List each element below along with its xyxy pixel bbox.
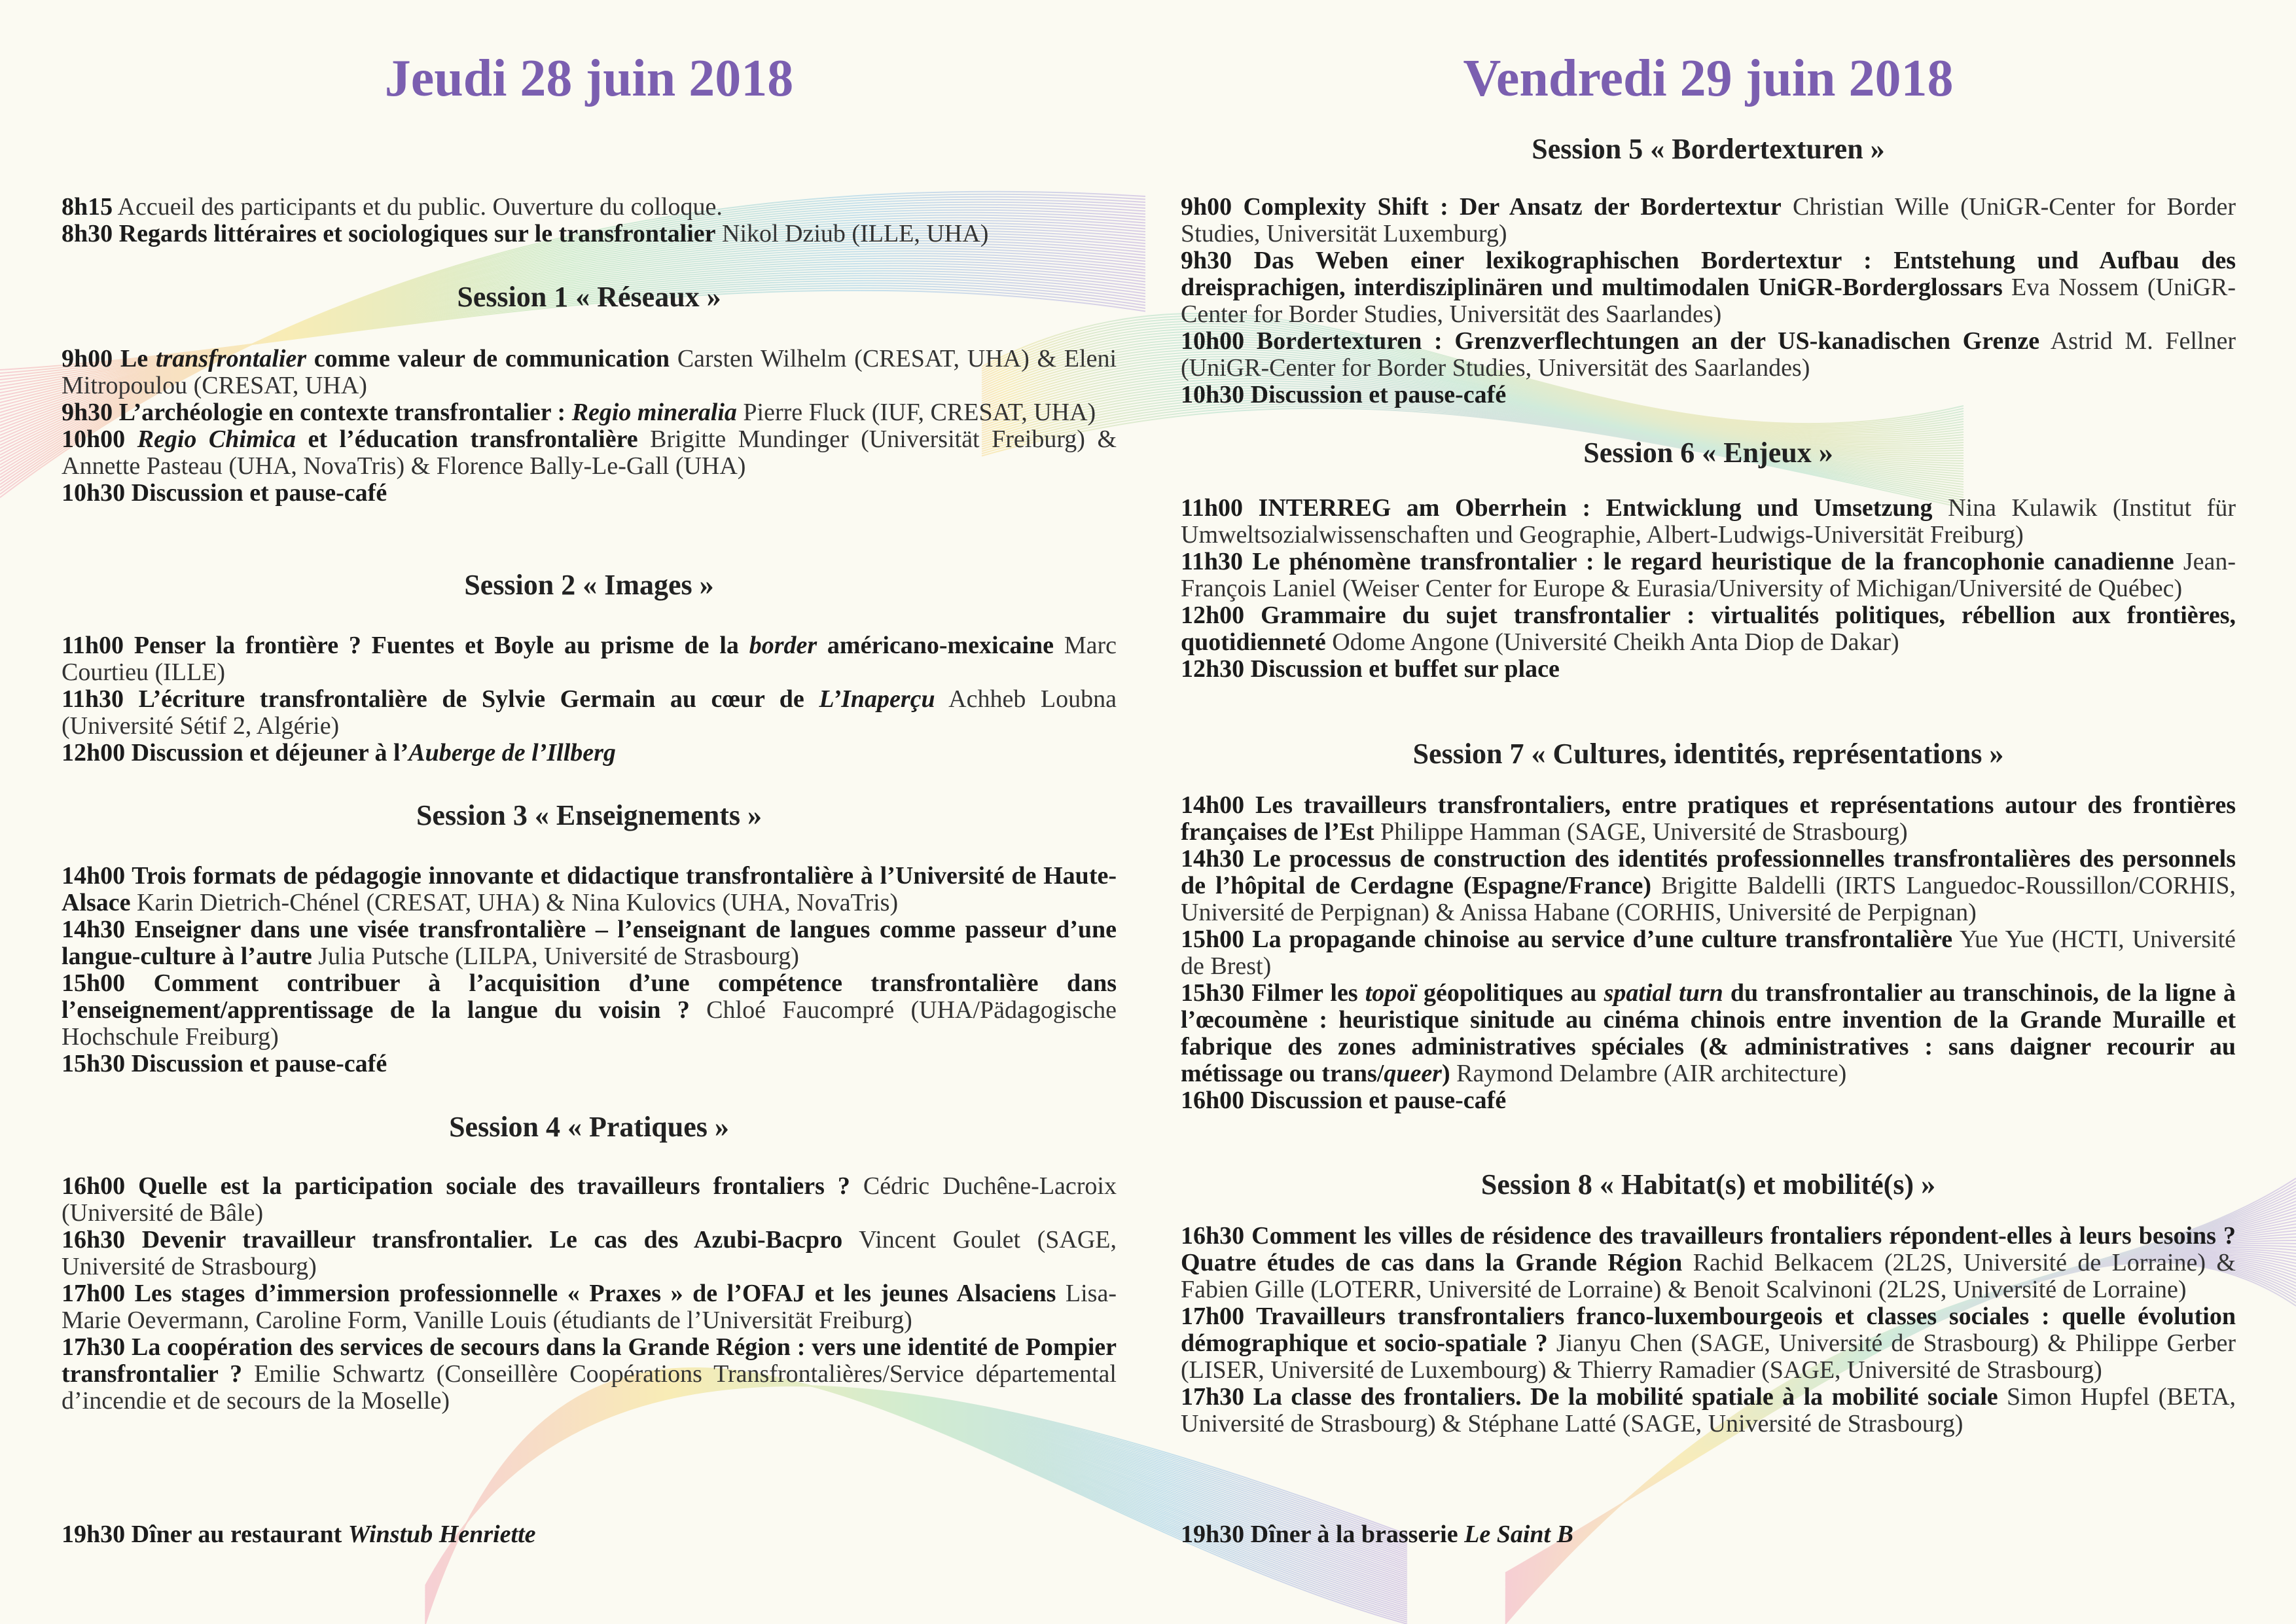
session-8-entries [1181,1223,2236,1437]
entry-title: Discussion et pause-café [125,1050,387,1077]
entry-title: Discussion et pause-café [1244,381,1507,408]
entry-title-italic: transfrontalier [155,345,307,372]
entry-time: 16h00 [1181,1087,1245,1114]
program-entry [1181,382,2236,408]
program-entry [62,194,1117,221]
session-2 [62,569,1117,601]
session-title: Session 3 « Enseignements » [416,799,762,831]
session-7 [1181,738,2236,770]
entry-title: Devenir travailleur transfrontalier. Le cas des Azubi-Bacpro [125,1226,843,1254]
program-entry [62,1334,1117,1415]
entry-details: Philippe Hamman (SAGE, Université de Strasbourg) [1374,818,1908,846]
entry-title: Les stages d’immersion professionnelle « Praxes » de l’OFAJ et les jeunes Alsaciens [125,1280,1056,1307]
entry-time: 11h30 [62,685,124,713]
session-3 [62,800,1117,831]
entry-details: Jianyu Chen (SAGE, Université de Strasbourg) & Philippe Gerber (LISER, Université de Luxembourg) & Thierry Ramadier (SAGE, Université de Strasbourg) [1181,1329,2236,1384]
entry-title: Bordertexturen : Grenzverflechtungen an der US-kanadischen Grenze [1244,327,2040,355]
entry-title: Trois formats de pédagogie innovante et didactique transfrontalière à l’Université de Haute-Alsace [62,862,1117,916]
entry-details: Cédric Duchêne-Lacroix (Université de Bâle) [62,1172,1117,1227]
session-3-entries [62,863,1117,1077]
session-title: Session 4 « Pratiques » [449,1111,729,1143]
session-6 [1181,437,2236,469]
entry-time: 12h00 [1181,602,1245,629]
entry-time: 9h00 [1181,193,1232,221]
entry-time: 10h30 [62,479,126,507]
entry-details: Odome Angone (Université Cheikh Anta Diop de Dakar) [1325,628,1899,656]
program-entry [62,863,1117,916]
entry-details: Pierre Fluck (IUF, CRESAT, UHA) [736,399,1096,426]
entry-time: 14h00 [62,862,126,890]
session-title: Session 6 « Enjeux » [1583,437,1833,469]
entry-time: 11h00 [1181,494,1244,522]
entry-details: Emilie Schwartz (Conseillère Coopérations Transfrontalières/Service départemental d’incendie et de secours de la Moselle) [62,1360,1117,1415]
entry-details: Accueil des participants et du public. Ouverture du colloque. [113,193,723,221]
program-entry [62,740,1117,767]
entry-time: 8h30 [62,220,113,247]
entry-time: 12h00 [62,739,126,767]
program-entry [62,1227,1117,1280]
entry-details: Chloé Faucompré (UHA/Pädagogische Hochschule Freiburg) [62,996,1117,1051]
program-entry [1181,495,2236,549]
entry-title: Dîner au restaurant [125,1521,348,1548]
entry-title-italic: Le Saint B [1464,1521,1573,1548]
entry-title: Quelle est la participation sociale des travailleurs frontaliers ? [125,1172,850,1200]
session-5 [1181,134,2236,165]
program-entry [62,426,1117,480]
entry-title: Le [113,345,156,372]
program-entry [1181,328,2236,382]
session-5-entries [1181,194,2236,408]
entry-title-italic: Regio Chimica [137,425,296,453]
program-entry [1181,194,2236,247]
entry-title: Travailleurs transfrontaliers franco-luxembourgeois et classes sociales : quelle évolution démographique et socio-spatiale ? [1181,1303,2236,1357]
entry-time: 19h30 [62,1521,126,1548]
entry-title-italic: spatial turn [1604,979,1723,1007]
entry-details: Yue Yue (HCTI, Université de Brest) [1181,926,2236,980]
entry-time: 19h30 [1181,1521,1245,1548]
entry-details: Nina Kulawik (Institut für Umweltsozialwissenschaften und Geographie, Albert-Ludwigs-Universität Freiburg) [1181,494,2236,549]
session-2-entries [62,632,1117,767]
entry-title: Penser la frontière ? Fuentes et Boyle au prisme de la [124,632,749,659]
entry-time: 8h15 [62,193,113,221]
entry-time: 15h00 [62,969,126,997]
entry-time: 15h00 [1181,926,1245,953]
program-entry [62,686,1117,740]
program-entry [62,970,1117,1051]
entry-details: Simon Hupfel (BETA, Université de Strasbourg) & Stéphane Latté (SAGE, Université de Strasbourg) [1181,1383,2236,1437]
entry-title-italic: Winstub Henriette [348,1521,536,1548]
program-entry [1181,926,2236,980]
entry-time: 10h00 [1181,327,1245,355]
entry-title: L’archéologie en contexte transfrontalier : [113,399,572,426]
entry-time: 11h30 [1181,548,1244,575]
entry-title: ) [1441,1060,1450,1087]
entry-details: Christian Wille (UniGR-Center for Border Studies, Universität Luxemburg) [1181,193,2236,247]
session-title: Session 7 « Cultures, identités, représentations » [1412,738,2004,770]
session-title: Session 1 « Réseaux » [457,281,721,313]
entry-time: 17h00 [1181,1303,1245,1330]
entry-title: Complexity Shift : Der Ansatz der Bordertextur [1232,193,1782,221]
entry-title: Discussion et pause-café [1244,1087,1507,1114]
entry-time: 16h30 [1181,1222,1245,1250]
entry-title: Comment les villes de résidence des travailleurs frontaliers répondent-elles à leurs besoins ? Quatre études de cas dans la Grande Région [1181,1222,2236,1276]
entry-details: Nikol Dziub (ILLE, UHA) [715,220,989,247]
entry-title-italic: queer [1384,1060,1442,1087]
entry-title: comme valeur de communication [306,345,670,372]
session-title: Session 2 « Images » [464,569,714,601]
program-entry [1181,1223,2236,1303]
entry-details: Eva Nossem (UniGR-Center for Border Studies, Universität des Saarlandes) [1181,274,2236,328]
entry-time: 15h30 [1181,979,1245,1007]
session-6-entries [1181,495,2236,683]
program-entry [1181,602,2236,656]
entry-title: Dîner à la brasserie [1244,1521,1465,1548]
program-entry [62,916,1117,970]
entry-time: 9h00 [62,345,113,372]
entry-details: Rachid Belkacem (2L2S, Université de Lorraine) & Fabien Gille (LOTERR, Université de Lorraine) & Benoit Scalvinoni (2L2S, Université de Lorraine) [1181,1249,2236,1303]
program-entry [1181,549,2236,602]
entry-title: Le phénomène transfrontalier : le regard heuristique de la francophonie canadienne [1243,548,2174,575]
entry-title: et l’éducation transfrontalière [295,425,638,453]
program-entry [1181,846,2236,926]
entry-details: Carsten Wilhelm (CRESAT, UHA) & Eleni Mitropoulou (CRESAT, UHA) [62,345,1117,399]
entry-title: Discussion et pause-café [125,479,387,507]
entry-title: Regards littéraires et sociologiques sur le transfrontalier [113,220,716,247]
program-entry [62,346,1117,399]
session-8 [1181,1169,2236,1200]
entry-details: Brigitte Baldelli (IRTS Languedoc-Roussillon/CORHIS, Université de Perpignan) & Anissa Habane (CORHIS, Université de Perpignan) [1181,872,2236,926]
dinner-friday [1181,1521,2236,1548]
entry-details: Karin Dietrich-Chénel (CRESAT, UHA) & Nina Kulovics (UHA, NovaTris) [130,889,899,916]
entry-title: Discussion et déjeuner à l’ [125,739,409,767]
entry-title: La coopération des services de secours dans la Grande Région : vers une identité de Pompier transfrontalier ? [62,1333,1117,1388]
entry-title: La propagande chinoise au service d’une culture transfrontalière [1244,926,1953,953]
dinner-thursday [62,1521,1117,1548]
session-title: Session 8 « Habitat(s) et mobilité(s) » [1480,1168,1936,1200]
entry-title: Comment contribuer à l’acquisition d’une compétence transfrontalière dans l’enseignement/apprentissage de la langue du voisin ? [62,969,1117,1024]
program-entry [1181,1384,2236,1437]
program-entry [1181,247,2236,328]
program-entry [62,1521,1117,1548]
program-entry [62,221,1117,247]
entry-time: 12h30 [1181,655,1245,683]
program-entry [1181,792,2236,846]
entry-title-italic: Auberge de l’Illberg [408,739,616,767]
entry-title: du transfrontalier au transchinois, de la ligne à l’œcoumène : heuristique sinitude au cinéma chinois entre invention de la Grande Muraille et fabrique des zones administratives spéciales (& administratives : sans daigner recourir au métissage ou trans/ [1181,979,2236,1087]
entry-title: INTERREG am Oberrhein : Entwicklung und Umsetzung [1243,494,1933,522]
entry-title-italic: border [749,632,817,659]
program-entry [62,632,1117,686]
entry-title: Grammaire du sujet transfrontalier : virtualités politiques, rébellion aux frontières, quotidienneté [1181,602,2236,656]
program-entry [1181,1303,2236,1384]
entry-time: 17h00 [62,1280,126,1307]
entry-title: La classe des frontaliers. De la mobilité spatiale à la mobilité sociale [1244,1383,1998,1411]
entry-time: 10h30 [1181,381,1245,408]
program-entry [1181,980,2236,1087]
entry-time: 16h00 [62,1172,126,1200]
program-entry [62,480,1117,507]
entry-title: américano-mexicaine [817,632,1054,659]
entry-details: Jean-François Laniel (Weiser Center for Europe & Eurasia/University of Michigan/Université de Québec) [1181,548,2236,602]
entry-details: Raymond Delambre (AIR architecture) [1450,1060,1847,1087]
entry-details: Julia Putsche (LILPA, Université de Strasbourg) [312,943,799,970]
entry-time: 17h30 [1181,1383,1245,1411]
program-entry [62,399,1117,426]
entry-time: 17h30 [62,1333,126,1361]
entry-details: Astrid M. Fellner (UniGR-Center for Border Studies, Universität des Saarlandes) [1181,327,2236,382]
entry-title: Le processus de construction des identités professionnelles transfrontalières des personnels de l’hôpital de Cerdagne (Espagne/France) [1181,845,2236,899]
entry-details: Vincent Goulet (SAGE, Université de Strasbourg) [62,1226,1117,1280]
entry-title-italic: Regio mineralia [571,399,737,426]
entry-time: 9h30 [1181,247,1232,274]
program-entry [1181,1521,2236,1548]
program-entry [62,1173,1117,1227]
entry-time: 9h30 [62,399,113,426]
entry-title: Les travailleurs transfrontaliers, entre pratiques et représentations autour des frontières françaises de l’Est [1181,791,2236,846]
program-entry [62,1051,1117,1077]
entry-details: Achheb Loubna (Université Sétif 2, Algérie) [62,685,1117,740]
entry-time: 14h30 [62,916,126,943]
entry-title-italic: topoï [1365,979,1416,1007]
day-title-friday: Vendredi 29 juin 2018 [1463,50,1954,107]
intro-block [62,194,1117,247]
entry-title-italic: L’Inaperçu [819,685,935,713]
entry-title: Discussion et buffet sur place [1244,655,1560,683]
entry-time: 15h30 [62,1050,126,1077]
session-4 [62,1111,1117,1143]
day-title-thursday: Jeudi 28 juin 2018 [384,50,794,107]
entry-details: Lisa-Marie Oevermann, Caroline Form, Vanille Louis (étudiants de l’Universität Freiburg) [62,1280,1117,1334]
session-1-entries [62,346,1117,507]
entry-time: 16h30 [62,1226,126,1254]
program-entry [1181,1087,2236,1114]
program-entry [62,1280,1117,1334]
entry-title: Enseigner dans une visée transfrontalière – l’enseignant de langues comme passeur d’une langue-culture à l’autre [62,916,1117,970]
entry-time: 11h00 [62,632,124,659]
program-entry [1181,656,2236,683]
session-1 [62,281,1117,313]
session-title: Session 5 « Bordertexturen » [1532,133,1885,165]
entry-title: géopolitiques au [1416,979,1604,1007]
session-7-entries [1181,792,2236,1114]
entry-title: L’écriture transfrontalière de Sylvie Germain au cœur de [124,685,819,713]
session-4-entries [62,1173,1117,1415]
entry-time: 14h30 [1181,845,1245,873]
entry-details: Marc Courtieu (ILLE) [62,632,1117,686]
entry-details: Brigitte Mundinger (Universität Freiburg) & Annette Pasteau (UHA, NovaTris) & Florence Bally-Le-Gall (UHA) [62,425,1117,480]
entry-time: 10h00 [62,425,126,453]
entry-title: Filmer les [1244,979,1365,1007]
entry-time: 14h00 [1181,791,1245,819]
entry-title: Das Weben einer lexikographischen Bordertextur : Entstehung und Aufbau des dreisprachigen, interdisziplinären und multimodalen UniGR-Borderglossars [1181,247,2236,301]
